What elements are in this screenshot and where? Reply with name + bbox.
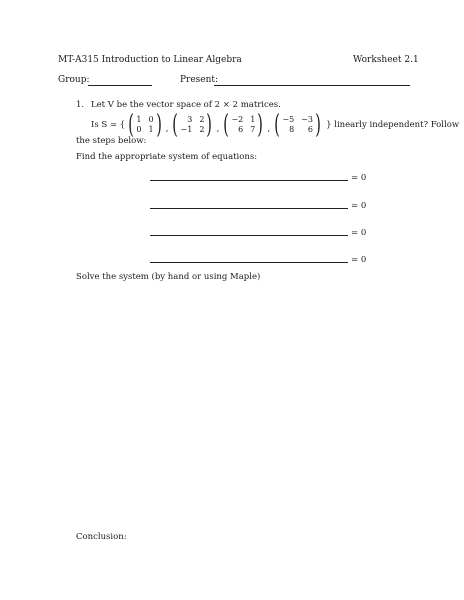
matrix-2: ( 3 2 −1 2 ) — [172, 110, 213, 140]
equation-rhs: = 0 — [351, 228, 367, 238]
matrix-cell: −5 — [282, 115, 295, 124]
matrix-cell: −1 — [180, 125, 193, 134]
matrix-3: ( −2 1 6 7 ) — [223, 110, 264, 140]
solve-instruction: Solve the system (by hand or using Maple) — [76, 272, 261, 282]
group-label: Group: — [58, 75, 90, 85]
find-system-instruction: Find the appropriate system of equations: — [76, 152, 258, 162]
conclusion-label: Conclusion: — [76, 532, 127, 542]
matrix-separator: , — [216, 124, 220, 134]
equation-rhs: = 0 — [351, 173, 367, 183]
equation-rhs: = 0 — [351, 201, 367, 211]
problem-number: 1. — [76, 100, 85, 110]
equation-blank-4[interactable] — [150, 262, 348, 263]
matrix-cell: 1 — [148, 125, 154, 134]
worksheet-label: Worksheet 2.1 — [353, 55, 419, 65]
matrix-cell: 0 — [136, 125, 142, 134]
matrix-cell: 6 — [238, 125, 244, 134]
matrix-cell: −3 — [301, 115, 313, 124]
matrix-cell: −2 — [231, 115, 244, 124]
present-blank[interactable] — [214, 85, 410, 86]
matrix-separator: , — [267, 124, 271, 134]
matrix-cell: 1 — [136, 115, 142, 124]
matrix-cell: 2 — [199, 115, 205, 124]
equation-rhs: = 0 — [351, 255, 367, 265]
problem-intro: Let V be the vector space of 2 × 2 matrices. — [91, 100, 281, 110]
matrix-separator: , — [165, 124, 169, 134]
matrix-cell: 8 — [289, 125, 295, 134]
course-title: MT-A315 Introduction to Linear Algebra — [58, 55, 242, 65]
matrix-1: ( 1 0 0 1 ) — [128, 110, 162, 140]
matrix-cell: 0 — [148, 115, 154, 124]
group-blank[interactable] — [88, 85, 152, 86]
matrix-4: ( −5 −3 8 6 ) — [274, 110, 321, 140]
equation-blank-1[interactable] — [150, 180, 348, 181]
equation-blank-2[interactable] — [150, 208, 348, 209]
matrix-cell: 3 — [187, 115, 193, 124]
matrix-cell: 2 — [199, 125, 205, 134]
work-area[interactable] — [76, 290, 406, 525]
matrix-cell: 6 — [307, 125, 313, 134]
present-label: Present: — [180, 75, 219, 85]
question-tail: } linearly independent? Follow — [326, 120, 460, 130]
question-tail-2: the steps below: — [76, 136, 147, 146]
matrix-cell: 7 — [250, 125, 256, 134]
set-open-label: Is S = { — [91, 120, 126, 130]
equation-blank-3[interactable] — [150, 235, 348, 236]
matrix-cell: 1 — [250, 115, 256, 124]
